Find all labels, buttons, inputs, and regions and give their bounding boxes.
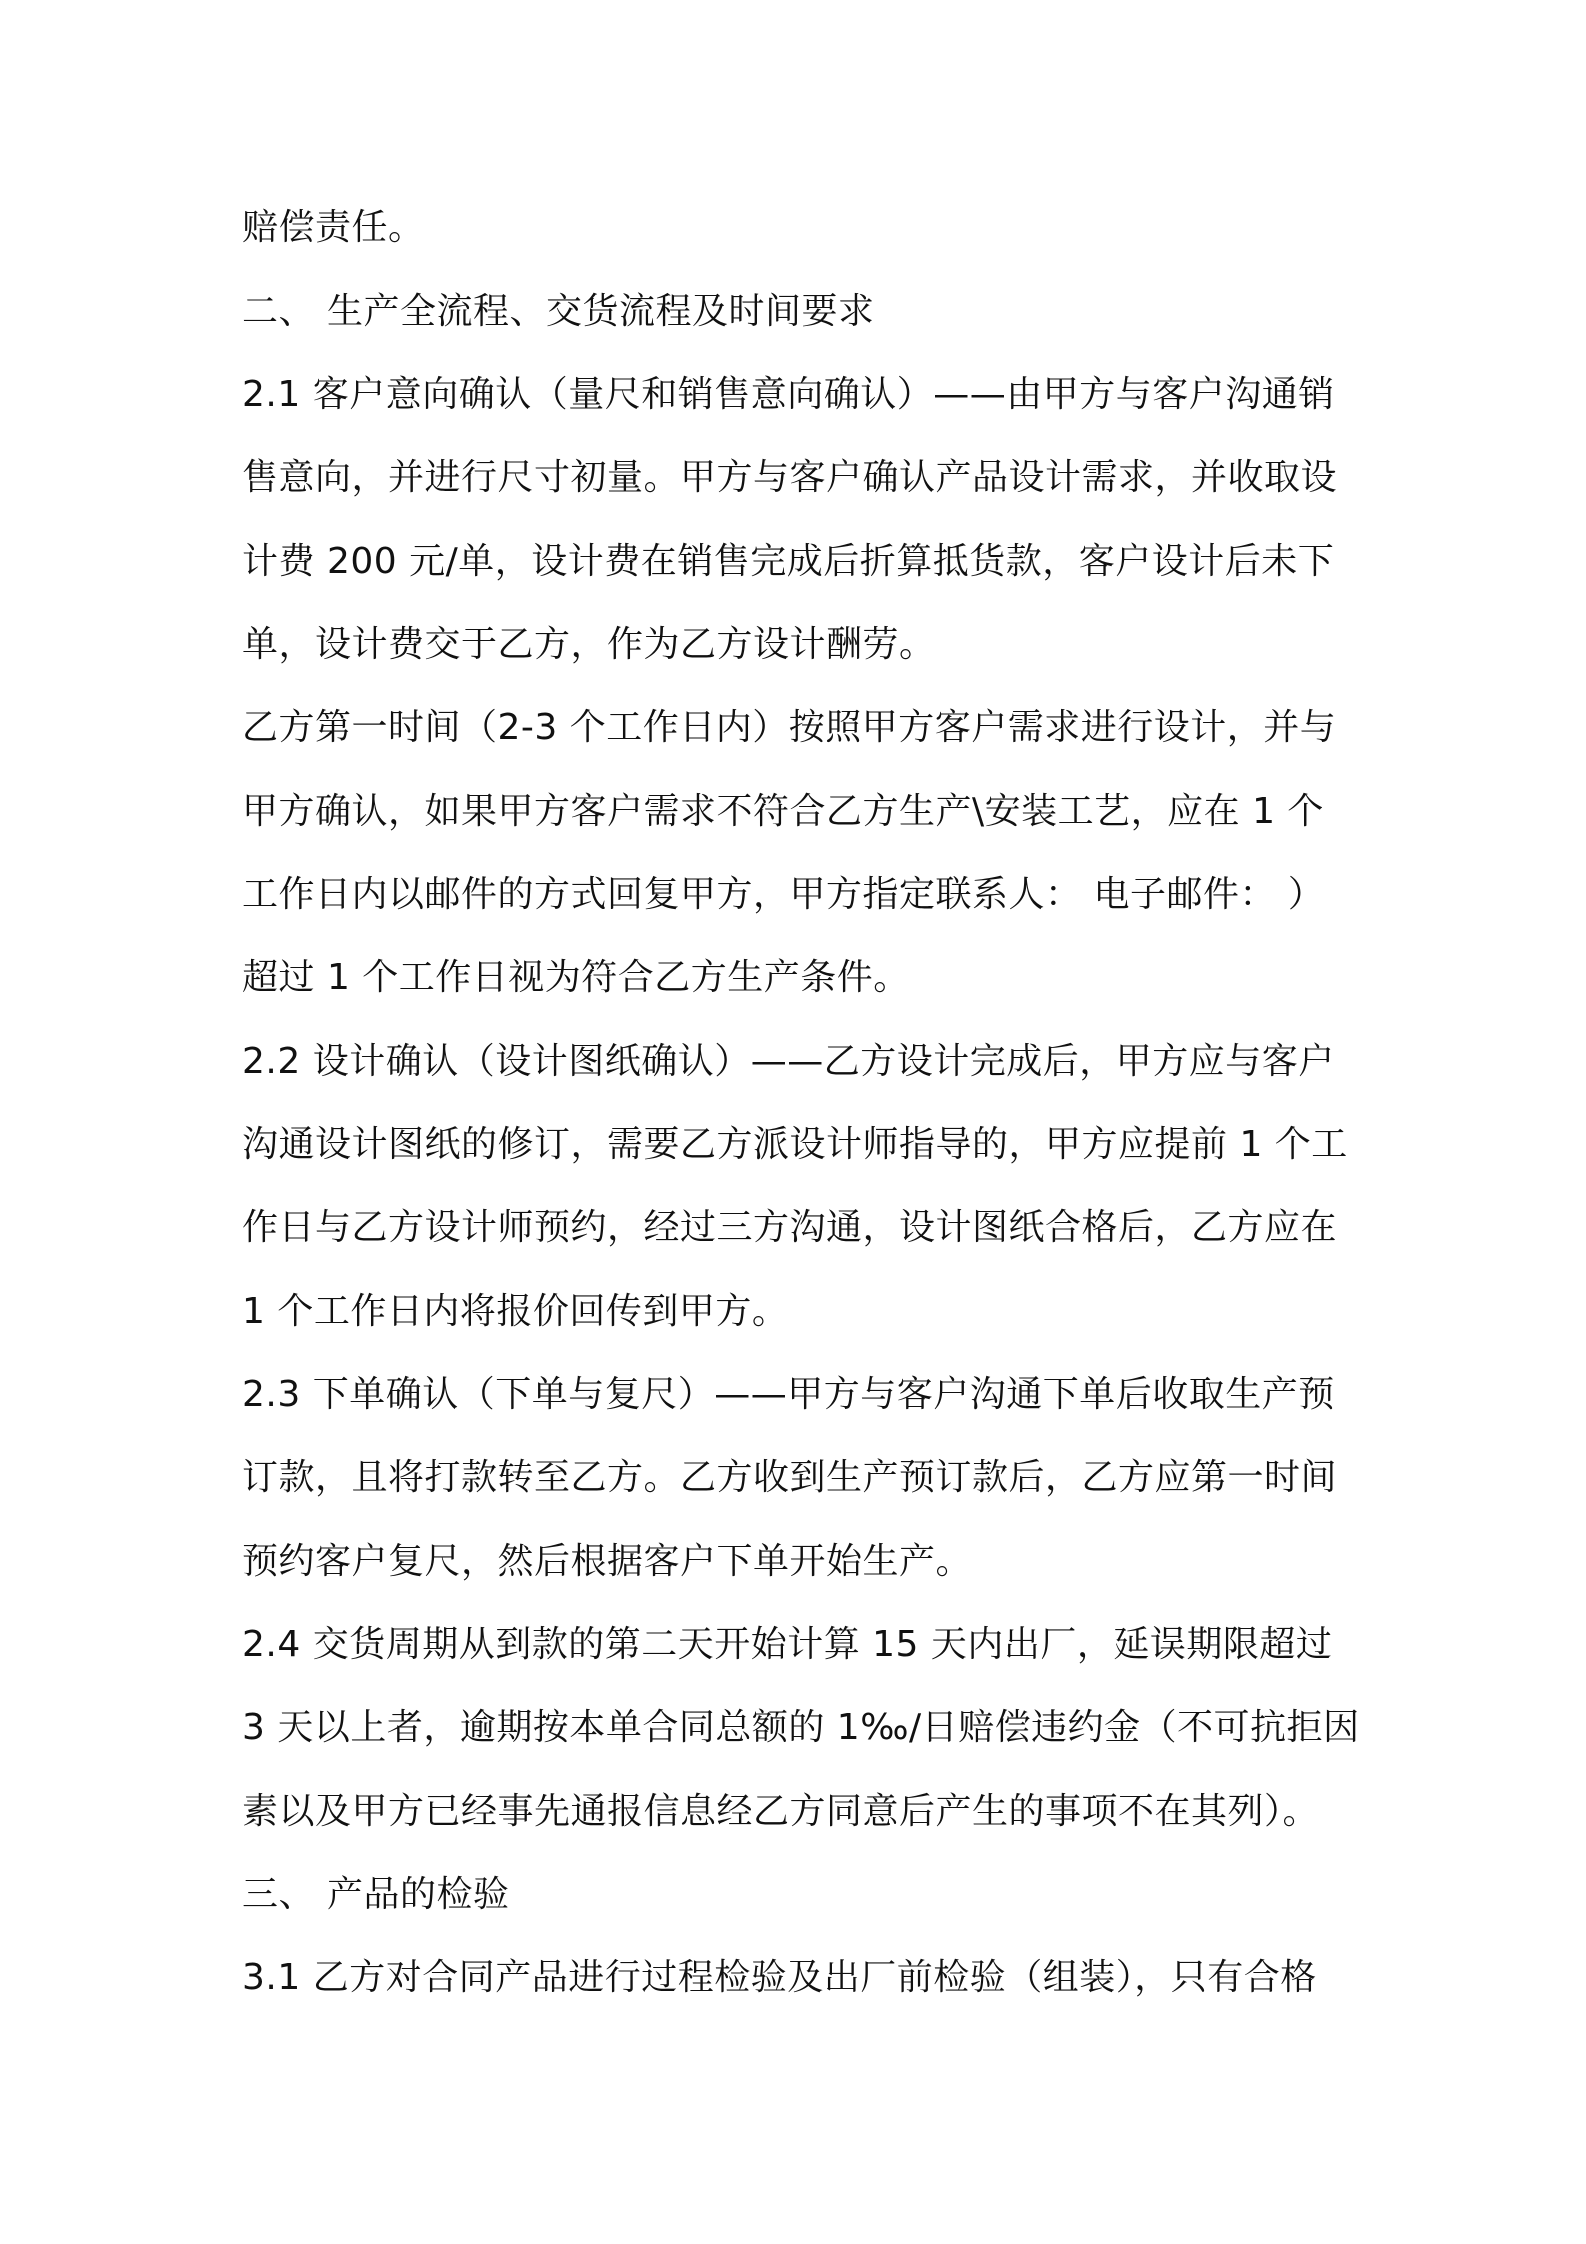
text-line: 3.1 乙方对合同产品进行过程检验及出厂前检验（组装），只有合格 [242,1957,1317,1998]
text-line: 2.1 客户意向确认（量尺和销售意向确认）——由甲方与客户沟通销 [242,374,1335,415]
text-line: 售意向，并进行尺寸初量。甲方与客户确认产品设计需求，并收取设 [242,457,1338,498]
text-line: 3 天以上者，逾期按本单合同总额的 1‰/日赔偿违约金（不可抗拒因 [242,1707,1360,1748]
text-line: 工作日内以邮件的方式回复甲方，甲方指定联系人： 电子邮件： ） [242,874,1325,915]
text-line: 2.3 下单确认（下单与复尺）——甲方与客户沟通下单后收取生产预 [242,1374,1335,1415]
section-heading: 二、 生产全流程、交货流程及时间要求 [242,291,875,332]
text-line: 乙方第一时间（2-3 个工作日内）按照甲方客户需求进行设计，并与 [242,707,1337,748]
text-line: 2.4 交货周期从到款的第二天开始计算 15 天内出厂，延误期限超过 [242,1624,1333,1665]
text-line: 素以及甲方已经事先通报信息经乙方同意后产生的事项不在其列）。 [242,1791,1320,1832]
text-line: 甲方确认，如果甲方客户需求不符合乙方生产\安装工艺，应在 1 个 [242,791,1324,832]
text-line: 沟通设计图纸的修订，需要乙方派设计师指导的，甲方应提前 1 个工 [242,1124,1348,1165]
text-line: 超过 1 个工作日视为符合乙方生产条件。 [242,957,910,998]
text-line: 单，设计费交于乙方，作为乙方设计酬劳。 [242,624,936,665]
text-line: 订款，且将打款转至乙方。乙方收到生产预订款后，乙方应第一时间 [242,1457,1338,1498]
text-line: 作日与乙方设计师预约，经过三方沟通，设计图纸合格后，乙方应在 [242,1207,1338,1248]
text-line: 1 个工作日内将报价回传到甲方。 [242,1291,789,1332]
text-line: 预约客户复尺，然后根据客户下单开始生产。 [242,1541,973,1582]
text-line: 赔偿责任。 [242,207,425,248]
section-heading: 三、 产品的检验 [242,1874,510,1915]
text-line: 计费 200 元/单，设计费在销售完成后折算抵货款，客户设计后未下 [242,541,1335,582]
text-line: 2.2 设计确认（设计图纸确认）——乙方设计完成后，甲方应与客户 [242,1041,1335,1082]
